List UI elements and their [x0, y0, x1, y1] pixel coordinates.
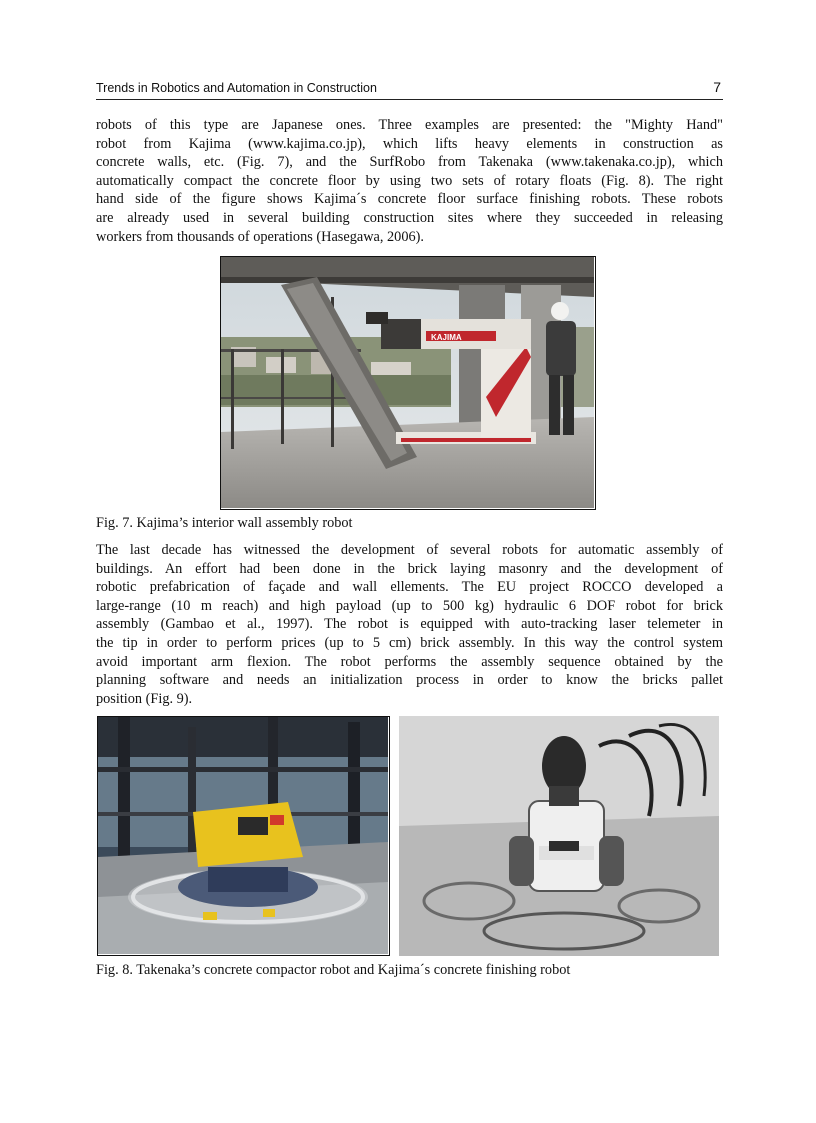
takenaka-compactor-illustration	[98, 717, 388, 954]
text-line: robotic prefabrication of façade and wall ellements. The EU project ROCCO developed a	[96, 579, 723, 596]
header-title: Trends in Robotics and Automation in Construction	[96, 81, 377, 95]
paragraph-2	[96, 541, 723, 708]
text-line: position (Fig. 9).	[96, 690, 193, 707]
text-line: planning software and needs an initialization process in order to know the bricks pallet	[96, 672, 723, 689]
text-line: avoid important arm flexion. The robot performs the assembly sequence obtained by the	[96, 653, 723, 670]
figure-8-caption: Fig. 8. Takenaka’s concrete compactor robot and Kajima´s concrete finishing robot	[96, 962, 571, 978]
kajima-logo: KAJIMA	[431, 333, 462, 342]
text-line: large-range (10 m reach) and high payload (up to 500 kg) hydraulic 6 DOF robot for brick	[96, 597, 723, 614]
text-line: robot from Kajima (www.kajima.co.jp), which lifts heavy elements in construction as	[96, 135, 723, 152]
kajima-finishing-robot-illustration	[399, 716, 719, 956]
text-line: assembly (Gambao et al., 1997). The robot is equipped with auto-tracking laser telemeter in	[96, 616, 723, 633]
figure-8-left-photo	[97, 716, 390, 956]
text-line: the tip in order to perform prices (up to 5 cm) brick assembly. In this way the control system	[96, 634, 723, 651]
text-line: workers from thousands of operations (Hasegawa, 2006).	[96, 228, 424, 245]
text-line: are already used in several building construction sites where they succeeded in releasing	[96, 209, 723, 226]
figure-7-caption: Fig. 7. Kajima’s interior wall assembly robot	[96, 515, 353, 531]
figure-7-photo	[220, 256, 596, 510]
kajima-wall-robot-illustration	[221, 257, 594, 508]
text-line: concrete walls, etc. (Fig. 7), and the SurfRobo from Takenaka (www.takenaka.co.jp), which	[96, 154, 723, 171]
figure-8-right-photo	[399, 716, 719, 956]
running-header	[96, 80, 723, 100]
text-line: automatically compact the concrete floor by using two sets of rotary floats (Fig. 8). The right	[96, 172, 723, 189]
page-number: 7	[713, 79, 721, 95]
text-line: The last decade has witnessed the development of several robots for automatic assembly of	[96, 542, 723, 558]
text-line: robots of this type are Japanese ones. Three examples are presented: the "Mighty Hand"	[96, 117, 723, 133]
text-line: buildings. An effort had been done in the brick laying masonry and the development of	[96, 560, 723, 577]
paragraph-1	[96, 116, 723, 246]
text-line: hand side of the figure shows Kajima´s concrete floor surface finishing robots. These robots	[96, 191, 723, 208]
